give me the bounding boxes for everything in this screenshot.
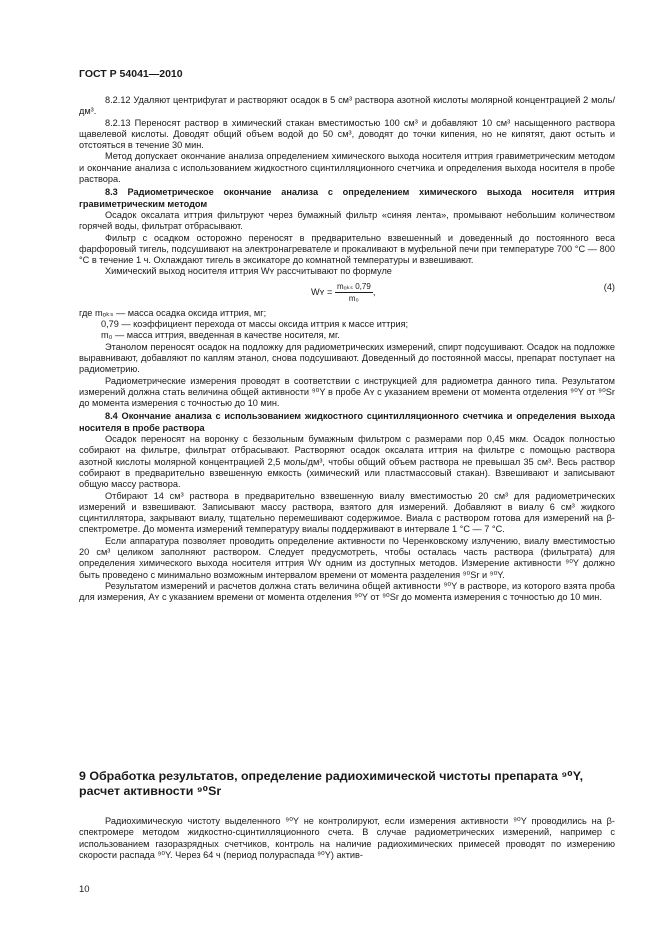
- paragraph-method: Метод допускает окончание анализа определением химического выхода носителя иттрия гравиметрическим методом и окончание анализа с использованием жидкостного сцинтилляционного счетчика и определения выхода носителя в пробе раствора.: [79, 151, 615, 185]
- main-text: [79, 95, 615, 603]
- definition-item: где mₒₖₛ — масса осадка оксида иттрия, мг;: [79, 307, 267, 318]
- paragraph-8-2-13: 8.2.13 Переносят раствор в химический стакан вместимостью 100 см³ и добавляют 10 см³ насыщенного раствора щавелевой кислоты. Доводят общий объем водой до 50 см³, доводят до точки кипения, но не кипятят, дают остыть и отстояться в течение 30 мин.: [79, 117, 615, 151]
- paragraph-8-4-d: Результатом измерений и расчетов должна стать величина общей активности ⁹⁰Y в растворе, из которого взята проба для измерения, Aʏ с указанием времени от момента отделения ⁹⁰Y от ⁹⁰Sr до момента измерения с точностью до 10 мин.: [79, 580, 615, 603]
- section-9-body: Радиохимическую чистоту выделенного ⁹⁰Y не контролируют, если измерения активности ⁹⁰Y проводились на β-спектромере методом жидкостно-сцинтилляционного счета. В случае радиометрических измерений, например с использованием газоразрядных счетчиков, контроль на наличие радиохимических примесей проводят по измерению скорости распада ⁹⁰Y. Через 64 ч (период полураспада ⁹⁰Y) актив-: [79, 816, 615, 860]
- document-code: ГОСТ Р 54041—2010: [79, 68, 183, 80]
- paragraph-8-4-b: Отбирают 14 см³ раствора в предварительно взвешенную виалу вместимостью 20 см³ для радиометрических измерений и взвешивают. Записывают массу раствора, взятого для измерений. Добавляют в виалу 6 см³ жидкого сцинтиллятора, закрывают виалу, тщательно перемешивают содержимое. Виала с раствором готова для измерений на β-спектрометре. До момента измерений температуру виалы поддерживают в интервале 1 °С — 7 °С.: [79, 490, 615, 535]
- formula-number: (4): [603, 281, 615, 292]
- formula-fraction: [335, 281, 373, 305]
- heading-8-3: 8.3 Радиометрическое окончание анализа с определением химического выхода носителя иттрия гравиметрическим методом: [79, 187, 615, 209]
- definition-item: m₀ — масса иттрия, введенная в качестве носителя, мг.: [101, 330, 340, 341]
- formula-expression: [311, 281, 375, 305]
- formula-lhs: Wʏ =: [311, 286, 333, 297]
- section-9-title: 9 Обработка результатов, определение радиохимической чистоты препарата ⁹⁰Y, расчет активности ⁹⁰Sr: [79, 769, 584, 798]
- formula-definitions: [79, 308, 615, 342]
- paragraph-8-4-a: Осадок переносят на воронку с беззольным бумажным фильтром с размерами пор 0,45 мкм. Осадок полностью собирают на фильтре, фильтрат отбрасывают. Растворяют осадок оксалата иттрия на фильтре с помощью раствора азотной кислоты молярной концентрацией 2,5 моль/дм³, чтобы общий объем раствора не превышал 35 см³. Весь раствор собирают в предварительно взвешенную емкость (химический или пластмассовый стакан). Взвешивают и записывают общую массу раствора.: [79, 434, 615, 490]
- page-number: 10: [79, 884, 90, 895]
- paragraph-8-3-b: Фильтр с осадком осторожно переносят в предварительно взвешенный и доведенный до постоянного веса фарфоровый тигель, подсушивают на электронагревателе и прокаливают в муфельной печи при температуре 700 °С — 800 °С в течение 1 ч. Охлаждают тигель в эксикаторе до комнатной температуры и взвешивают.: [79, 232, 615, 266]
- paragraph-8-3-c: Химический выход носителя иттрия Wʏ рассчитывают по формуле: [105, 266, 392, 277]
- formula-denominator: m₀: [348, 294, 359, 304]
- formula-numerator: mₒₖₛ 0,79: [335, 281, 373, 293]
- paragraph-8-3-a: Осадок оксалата иттрия фильтруют через бумажный фильтр «синяя лента», промывают небольшим количеством горячей воды, фильтрат отбрасывают.: [79, 209, 615, 232]
- heading-8-4: 8.4 Окончание анализа с использованием жидкостного сцинтилляционного счетчика и определения выхода носителя в пробе раствора: [79, 411, 615, 433]
- paragraph-8-3-d: Этанолом переносят осадок на подложку для радиометрических измерений, спирт подсушивают. Осадок на подложке выравнивают, добавляют по каплям этанол, снова подсушивают. Доведенный до постоянной массы, препарат поступает на радиометрию.: [79, 341, 615, 375]
- formula-4: [79, 278, 615, 308]
- paragraph-8-3-e: Радиометрические измерения проводят в соответствии с инструкцией для радиометра данного типа. Результатом измерений должна стать величина общей активности ⁹⁰Y в пробе Aʏ с указанием времени от момента отделения ⁹⁰Y от ⁹⁰Sr до момента измерения с точностью до 10 мин.: [79, 375, 615, 409]
- paragraph-8-2-12: 8.2.12 Удаляют центрифугат и растворяют осадок в 5 см³ раствора азотной кислоты молярной концентрацией 2 моль/дм³.: [79, 95, 615, 117]
- formula-trail: ,: [372, 286, 376, 297]
- definition-item: 0,79 — коэффициент перехода от массы оксида иттрия к массе иттрия;: [101, 319, 409, 330]
- paragraph-8-4-c: Если аппаратура позволяет проводить определение активности по Черенковскому излучению, виалу вместимостью 20 см³ целиком заполняют раствором. Следует предусмотреть, чтобы осталась часть раствора (фильтрата) для определения химического выхода носителя иттрия Wʏ одним из доступных методов. Измерение активности ⁹⁰Y должно быть проведено с минимально возможным интервалом времени от момента разделения ⁹⁰Sr и ⁹⁰Y.: [79, 535, 615, 580]
